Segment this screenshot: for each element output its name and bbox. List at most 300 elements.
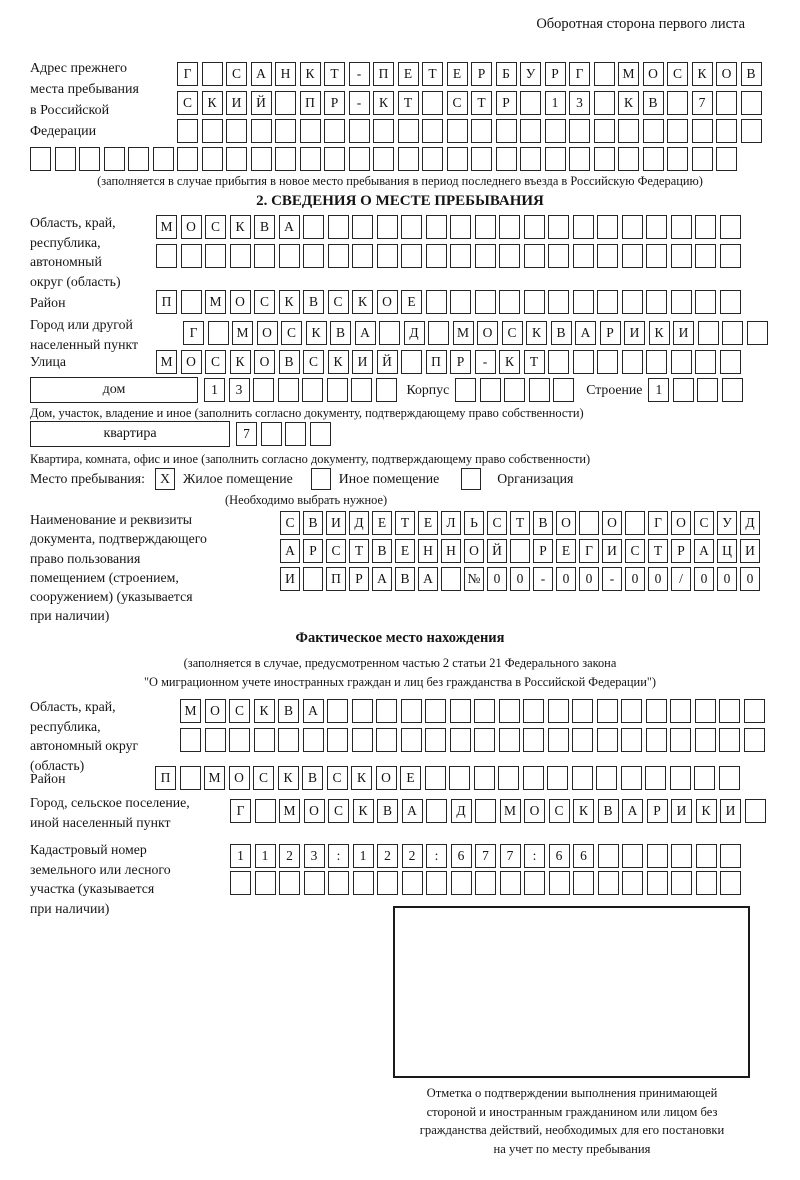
- char-cell[interactable]: [450, 244, 471, 268]
- char-cell[interactable]: Д: [404, 321, 425, 345]
- char-cell[interactable]: [646, 699, 667, 723]
- char-cell[interactable]: [643, 147, 664, 171]
- char-cell[interactable]: А: [575, 321, 596, 345]
- char-cell[interactable]: [450, 290, 471, 314]
- char-cell[interactable]: Т: [648, 539, 668, 563]
- char-cell[interactable]: К: [618, 91, 639, 115]
- char-cell[interactable]: И: [671, 799, 692, 823]
- char-cell[interactable]: [694, 766, 715, 790]
- char-cell[interactable]: [475, 799, 496, 823]
- char-cell[interactable]: [401, 699, 422, 723]
- char-cell[interactable]: Е: [447, 62, 468, 86]
- char-cell[interactable]: /: [671, 567, 691, 591]
- char-cell[interactable]: [425, 766, 446, 790]
- char-cell[interactable]: [352, 728, 373, 752]
- char-cell[interactable]: Е: [395, 539, 415, 563]
- char-cell[interactable]: [548, 290, 569, 314]
- char-cell[interactable]: [671, 871, 692, 895]
- char-cell[interactable]: [226, 147, 247, 171]
- char-cell[interactable]: [310, 422, 331, 446]
- char-cell[interactable]: [594, 119, 615, 143]
- char-cell[interactable]: [673, 378, 694, 402]
- char-cell[interactable]: [618, 147, 639, 171]
- char-cell[interactable]: [670, 728, 691, 752]
- char-cell[interactable]: [716, 119, 737, 143]
- char-cell[interactable]: [692, 119, 713, 143]
- char-cell[interactable]: [449, 766, 470, 790]
- char-cell[interactable]: [474, 728, 495, 752]
- char-cell[interactable]: [573, 290, 594, 314]
- char-cell[interactable]: Р: [647, 799, 668, 823]
- char-cell[interactable]: Г: [177, 62, 198, 86]
- char-cell[interactable]: Т: [349, 539, 369, 563]
- char-cell[interactable]: [422, 147, 443, 171]
- char-cell[interactable]: К: [373, 91, 394, 115]
- char-cell[interactable]: [670, 766, 691, 790]
- char-cell[interactable]: К: [254, 699, 275, 723]
- char-cell[interactable]: С: [327, 766, 348, 790]
- char-cell[interactable]: [529, 378, 550, 402]
- char-cell[interactable]: [324, 119, 345, 143]
- char-cell[interactable]: [594, 91, 615, 115]
- char-cell[interactable]: [597, 699, 618, 723]
- char-cell[interactable]: [455, 378, 476, 402]
- char-cell[interactable]: К: [573, 799, 594, 823]
- char-cell[interactable]: С: [226, 62, 247, 86]
- char-cell[interactable]: [670, 699, 691, 723]
- char-cell[interactable]: К: [649, 321, 670, 345]
- char-cell[interactable]: Й: [377, 350, 398, 374]
- char-cell[interactable]: [594, 147, 615, 171]
- char-cell[interactable]: С: [487, 511, 507, 535]
- char-cell[interactable]: Е: [556, 539, 576, 563]
- char-cell[interactable]: С: [502, 321, 523, 345]
- char-cell[interactable]: П: [300, 91, 321, 115]
- char-cell[interactable]: К: [351, 766, 372, 790]
- char-cell[interactable]: 3: [304, 844, 325, 868]
- char-cell[interactable]: [520, 147, 541, 171]
- char-cell[interactable]: [646, 244, 667, 268]
- char-cell[interactable]: О: [254, 350, 275, 374]
- char-cell[interactable]: [579, 511, 599, 535]
- char-cell[interactable]: [352, 215, 373, 239]
- char-cell[interactable]: П: [426, 350, 447, 374]
- char-cell[interactable]: О: [304, 799, 325, 823]
- char-cell[interactable]: И: [740, 539, 760, 563]
- char-cell[interactable]: 1: [204, 378, 225, 402]
- char-cell[interactable]: [573, 871, 594, 895]
- char-cell[interactable]: М: [279, 799, 300, 823]
- char-cell[interactable]: [441, 567, 461, 591]
- char-cell[interactable]: М: [156, 215, 177, 239]
- char-cell[interactable]: [278, 378, 299, 402]
- char-cell[interactable]: [447, 119, 468, 143]
- char-cell[interactable]: А: [622, 799, 643, 823]
- char-cell[interactable]: К: [300, 62, 321, 86]
- char-cell[interactable]: Л: [441, 511, 461, 535]
- char-cell[interactable]: [475, 290, 496, 314]
- char-cell[interactable]: [597, 728, 618, 752]
- char-cell[interactable]: Д: [740, 511, 760, 535]
- char-cell[interactable]: [523, 728, 544, 752]
- char-cell[interactable]: [471, 147, 492, 171]
- char-cell[interactable]: [451, 871, 472, 895]
- char-cell[interactable]: Е: [372, 511, 392, 535]
- char-cell[interactable]: [351, 378, 372, 402]
- char-cell[interactable]: М: [205, 290, 226, 314]
- char-cell[interactable]: [447, 147, 468, 171]
- char-cell[interactable]: О: [376, 766, 397, 790]
- char-cell[interactable]: [300, 147, 321, 171]
- char-cell[interactable]: [646, 215, 667, 239]
- char-cell[interactable]: Р: [471, 62, 492, 86]
- char-cell[interactable]: [156, 244, 177, 268]
- char-cell[interactable]: [504, 378, 525, 402]
- char-cell[interactable]: М: [500, 799, 521, 823]
- char-cell[interactable]: [426, 871, 447, 895]
- char-cell[interactable]: Т: [395, 511, 415, 535]
- char-cell[interactable]: [373, 119, 394, 143]
- char-cell[interactable]: С: [447, 91, 468, 115]
- char-cell[interactable]: [398, 119, 419, 143]
- char-cell[interactable]: [352, 699, 373, 723]
- char-cell[interactable]: [377, 215, 398, 239]
- char-cell[interactable]: [573, 350, 594, 374]
- char-cell[interactable]: [572, 766, 593, 790]
- char-cell[interactable]: [499, 728, 520, 752]
- char-cell[interactable]: [520, 119, 541, 143]
- char-cell[interactable]: В: [278, 699, 299, 723]
- char-cell[interactable]: 2: [377, 844, 398, 868]
- char-cell[interactable]: С: [280, 511, 300, 535]
- char-cell[interactable]: [744, 699, 765, 723]
- char-cell[interactable]: 1: [255, 844, 276, 868]
- char-cell[interactable]: А: [418, 567, 438, 591]
- char-cell[interactable]: 0: [510, 567, 530, 591]
- char-cell[interactable]: [373, 147, 394, 171]
- char-cell[interactable]: [499, 699, 520, 723]
- char-cell[interactable]: [278, 728, 299, 752]
- char-cell[interactable]: [422, 119, 443, 143]
- char-cell[interactable]: [327, 728, 348, 752]
- char-cell[interactable]: [279, 871, 300, 895]
- char-cell[interactable]: [376, 728, 397, 752]
- char-cell[interactable]: [572, 699, 593, 723]
- char-cell[interactable]: [647, 871, 668, 895]
- char-cell[interactable]: 0: [579, 567, 599, 591]
- char-cell[interactable]: Й: [487, 539, 507, 563]
- char-cell[interactable]: [450, 215, 471, 239]
- char-cell[interactable]: К: [328, 350, 349, 374]
- char-cell[interactable]: [202, 119, 223, 143]
- char-cell[interactable]: В: [302, 766, 323, 790]
- char-cell[interactable]: Г: [183, 321, 204, 345]
- char-cell[interactable]: [573, 215, 594, 239]
- char-cell[interactable]: [279, 244, 300, 268]
- char-cell[interactable]: [622, 215, 643, 239]
- char-cell[interactable]: [622, 350, 643, 374]
- char-cell[interactable]: [598, 871, 619, 895]
- char-cell[interactable]: [475, 244, 496, 268]
- char-cell[interactable]: И: [352, 350, 373, 374]
- char-cell[interactable]: И: [624, 321, 645, 345]
- char-cell[interactable]: [622, 290, 643, 314]
- char-cell[interactable]: [327, 378, 348, 402]
- char-cell[interactable]: А: [279, 215, 300, 239]
- char-cell[interactable]: С: [254, 290, 275, 314]
- char-cell[interactable]: А: [280, 539, 300, 563]
- char-cell[interactable]: Г: [579, 539, 599, 563]
- char-cell[interactable]: В: [254, 215, 275, 239]
- char-cell[interactable]: [261, 422, 282, 446]
- char-cell[interactable]: [524, 290, 545, 314]
- char-cell[interactable]: -: [602, 567, 622, 591]
- char-cell[interactable]: [695, 215, 716, 239]
- char-cell[interactable]: [524, 244, 545, 268]
- char-cell[interactable]: [716, 147, 737, 171]
- char-cell[interactable]: [450, 728, 471, 752]
- char-cell[interactable]: [695, 728, 716, 752]
- char-cell[interactable]: А: [372, 567, 392, 591]
- char-cell[interactable]: Р: [545, 62, 566, 86]
- char-cell[interactable]: [622, 244, 643, 268]
- char-cell[interactable]: [428, 321, 449, 345]
- char-cell[interactable]: [253, 378, 274, 402]
- char-cell[interactable]: К: [230, 215, 251, 239]
- char-cell[interactable]: [597, 290, 618, 314]
- char-cell[interactable]: К: [499, 350, 520, 374]
- char-cell[interactable]: Р: [324, 91, 345, 115]
- char-cell[interactable]: В: [598, 799, 619, 823]
- char-cell[interactable]: [695, 699, 716, 723]
- char-cell[interactable]: М: [232, 321, 253, 345]
- char-cell[interactable]: [548, 350, 569, 374]
- char-cell[interactable]: [474, 766, 495, 790]
- char-cell[interactable]: [426, 215, 447, 239]
- char-cell[interactable]: К: [306, 321, 327, 345]
- char-cell[interactable]: 0: [625, 567, 645, 591]
- char-cell[interactable]: Р: [349, 567, 369, 591]
- char-cell[interactable]: [474, 699, 495, 723]
- char-cell[interactable]: :: [426, 844, 447, 868]
- char-cell[interactable]: [547, 766, 568, 790]
- char-cell[interactable]: [328, 871, 349, 895]
- char-cell[interactable]: М: [453, 321, 474, 345]
- char-cell[interactable]: С: [253, 766, 274, 790]
- char-cell[interactable]: И: [602, 539, 622, 563]
- char-cell[interactable]: [719, 728, 740, 752]
- char-cell[interactable]: [647, 844, 668, 868]
- char-cell[interactable]: [304, 871, 325, 895]
- char-cell[interactable]: Т: [510, 511, 530, 535]
- char-cell[interactable]: [480, 378, 501, 402]
- char-cell[interactable]: Й: [251, 91, 272, 115]
- char-cell[interactable]: Д: [349, 511, 369, 535]
- char-cell[interactable]: [646, 728, 667, 752]
- char-cell[interactable]: 7: [475, 844, 496, 868]
- char-cell[interactable]: [226, 119, 247, 143]
- char-cell[interactable]: [695, 350, 716, 374]
- char-cell[interactable]: [401, 215, 422, 239]
- char-cell[interactable]: С: [625, 539, 645, 563]
- char-cell[interactable]: [251, 119, 272, 143]
- char-cell[interactable]: О: [230, 290, 251, 314]
- char-cell[interactable]: :: [524, 844, 545, 868]
- char-cell[interactable]: М: [618, 62, 639, 86]
- char-cell[interactable]: [520, 91, 541, 115]
- char-cell[interactable]: Т: [524, 350, 545, 374]
- char-cell[interactable]: 0: [717, 567, 737, 591]
- char-cell[interactable]: [177, 119, 198, 143]
- char-cell[interactable]: [499, 244, 520, 268]
- char-cell[interactable]: Ь: [464, 511, 484, 535]
- char-cell[interactable]: [180, 766, 201, 790]
- char-cell[interactable]: [398, 147, 419, 171]
- char-cell[interactable]: [401, 350, 422, 374]
- char-cell[interactable]: К: [352, 290, 373, 314]
- char-cell[interactable]: Р: [303, 539, 323, 563]
- char-cell[interactable]: О: [205, 699, 226, 723]
- char-cell[interactable]: №: [464, 567, 484, 591]
- char-cell[interactable]: [573, 244, 594, 268]
- char-cell[interactable]: [379, 321, 400, 345]
- char-cell[interactable]: [349, 119, 370, 143]
- char-cell[interactable]: О: [257, 321, 278, 345]
- char-cell[interactable]: [720, 871, 741, 895]
- char-cell[interactable]: Т: [324, 62, 345, 86]
- char-cell[interactable]: [667, 147, 688, 171]
- char-cell[interactable]: [426, 244, 447, 268]
- char-cell[interactable]: [696, 871, 717, 895]
- char-cell[interactable]: В: [741, 62, 762, 86]
- char-cell[interactable]: [716, 91, 737, 115]
- char-cell[interactable]: И: [720, 799, 741, 823]
- char-cell[interactable]: В: [303, 290, 324, 314]
- char-cell[interactable]: Р: [533, 539, 553, 563]
- char-cell[interactable]: [30, 147, 51, 171]
- char-cell[interactable]: М: [180, 699, 201, 723]
- char-cell[interactable]: [597, 215, 618, 239]
- char-cell[interactable]: А: [402, 799, 423, 823]
- char-cell[interactable]: [745, 799, 766, 823]
- char-cell[interactable]: 1: [648, 378, 669, 402]
- char-cell[interactable]: [667, 119, 688, 143]
- char-cell[interactable]: Е: [401, 290, 422, 314]
- char-cell[interactable]: У: [520, 62, 541, 86]
- char-cell[interactable]: [621, 728, 642, 752]
- char-cell[interactable]: С: [303, 350, 324, 374]
- char-cell[interactable]: 1: [545, 91, 566, 115]
- char-cell[interactable]: [744, 728, 765, 752]
- char-cell[interactable]: [646, 290, 667, 314]
- char-cell[interactable]: 2: [279, 844, 300, 868]
- char-cell[interactable]: [719, 766, 740, 790]
- char-cell[interactable]: Е: [418, 511, 438, 535]
- char-cell[interactable]: [303, 728, 324, 752]
- char-cell[interactable]: [621, 699, 642, 723]
- char-cell[interactable]: [496, 147, 517, 171]
- char-cell[interactable]: [622, 871, 643, 895]
- char-cell[interactable]: К: [692, 62, 713, 86]
- char-cell[interactable]: 2: [402, 844, 423, 868]
- char-cell[interactable]: В: [279, 350, 300, 374]
- char-cell[interactable]: 3: [229, 378, 250, 402]
- char-cell[interactable]: 0: [556, 567, 576, 591]
- char-cell[interactable]: [696, 844, 717, 868]
- char-cell[interactable]: [327, 699, 348, 723]
- char-cell[interactable]: Т: [471, 91, 492, 115]
- char-cell[interactable]: [303, 215, 324, 239]
- char-cell[interactable]: [426, 799, 447, 823]
- char-cell[interactable]: 6: [549, 844, 570, 868]
- char-cell[interactable]: [328, 215, 349, 239]
- char-cell[interactable]: Г: [230, 799, 251, 823]
- char-cell[interactable]: В: [372, 539, 392, 563]
- char-cell[interactable]: [569, 119, 590, 143]
- char-cell[interactable]: [719, 699, 740, 723]
- char-cell[interactable]: [153, 147, 174, 171]
- char-cell[interactable]: [741, 91, 762, 115]
- char-cell[interactable]: В: [551, 321, 572, 345]
- char-cell[interactable]: [671, 215, 692, 239]
- char-cell[interactable]: [303, 244, 324, 268]
- char-cell[interactable]: [426, 290, 447, 314]
- char-cell[interactable]: [720, 290, 741, 314]
- char-cell[interactable]: [597, 350, 618, 374]
- char-cell[interactable]: В: [377, 799, 398, 823]
- char-cell[interactable]: [475, 871, 496, 895]
- char-cell[interactable]: 0: [648, 567, 668, 591]
- char-cell[interactable]: [553, 378, 574, 402]
- char-cell[interactable]: [205, 244, 226, 268]
- char-cell[interactable]: В: [395, 567, 415, 591]
- char-cell[interactable]: [695, 290, 716, 314]
- char-cell[interactable]: Н: [275, 62, 296, 86]
- char-cell[interactable]: С: [328, 799, 349, 823]
- char-cell[interactable]: А: [355, 321, 376, 345]
- char-cell[interactable]: С: [205, 215, 226, 239]
- char-cell[interactable]: -: [533, 567, 553, 591]
- char-cell[interactable]: 6: [573, 844, 594, 868]
- char-cell[interactable]: [500, 871, 521, 895]
- char-cell[interactable]: [499, 290, 520, 314]
- char-cell[interactable]: [302, 378, 323, 402]
- char-cell[interactable]: В: [533, 511, 553, 535]
- char-cell[interactable]: М: [156, 350, 177, 374]
- char-cell[interactable]: О: [556, 511, 576, 535]
- char-cell[interactable]: [425, 728, 446, 752]
- char-cell[interactable]: [545, 119, 566, 143]
- char-cell[interactable]: [353, 871, 374, 895]
- char-cell[interactable]: [401, 728, 422, 752]
- char-cell[interactable]: [202, 62, 223, 86]
- char-cell[interactable]: [618, 119, 639, 143]
- char-cell[interactable]: [181, 290, 202, 314]
- char-cell[interactable]: [208, 321, 229, 345]
- char-cell[interactable]: О: [181, 350, 202, 374]
- char-cell[interactable]: [498, 766, 519, 790]
- char-cell[interactable]: [524, 871, 545, 895]
- char-cell[interactable]: [352, 244, 373, 268]
- char-cell[interactable]: А: [303, 699, 324, 723]
- char-cell[interactable]: 0: [487, 567, 507, 591]
- char-cell[interactable]: П: [155, 766, 176, 790]
- char-cell[interactable]: [671, 244, 692, 268]
- char-cell[interactable]: [548, 215, 569, 239]
- char-cell[interactable]: [79, 147, 100, 171]
- char-cell[interactable]: У: [717, 511, 737, 535]
- char-cell[interactable]: [376, 378, 397, 402]
